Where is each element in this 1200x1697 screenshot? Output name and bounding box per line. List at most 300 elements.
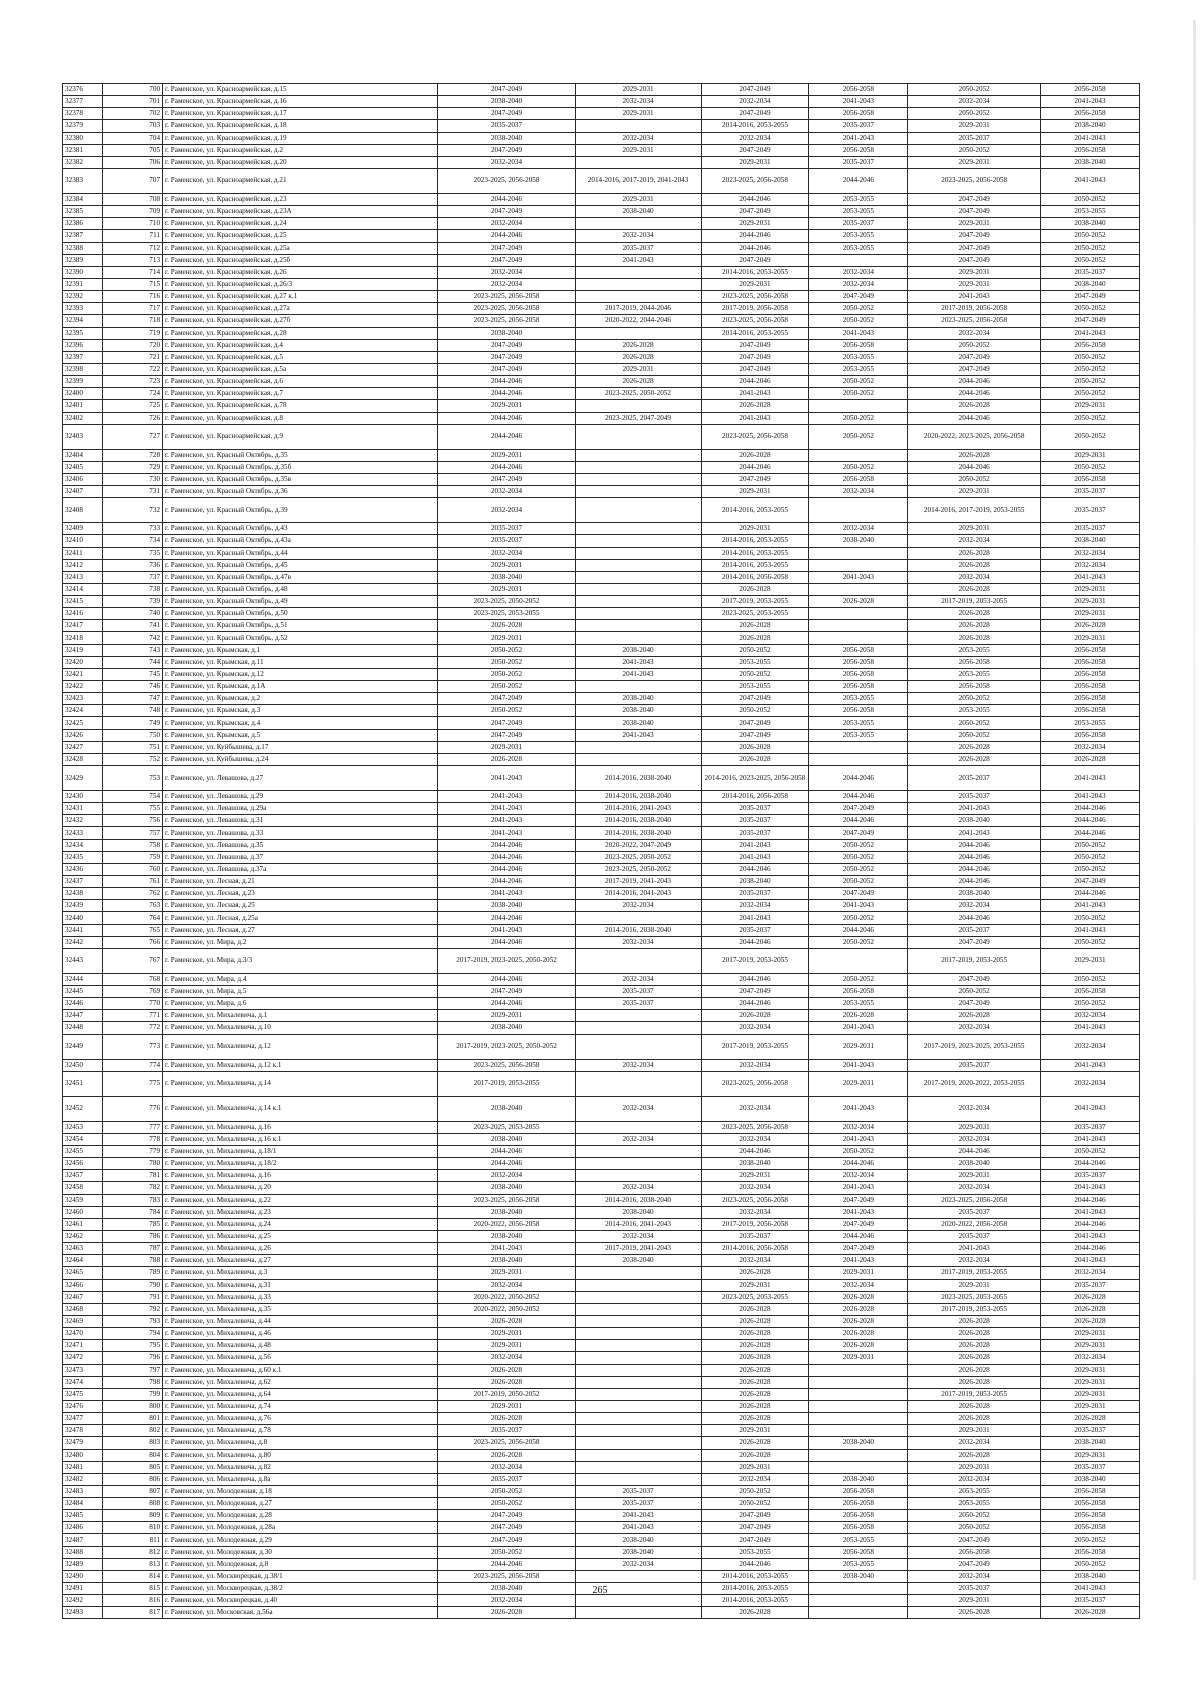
row-index-cell: 701 — [103, 96, 163, 108]
address-cell: г. Раменское, ул. Красноармейская, д.19 — [163, 132, 438, 144]
period-col-3-cell: 2026-2028 — [701, 1267, 809, 1279]
period-col-3-cell: 2014-2016, 2053-2055 — [701, 266, 809, 278]
period-col-3-cell: 2017-2019, 2056-2058 — [701, 303, 809, 315]
period-col-1-cell: 2026-2028 — [438, 1315, 575, 1327]
period-col-2-cell — [575, 1449, 701, 1461]
period-col-4-cell: 2053-2055 — [809, 729, 908, 741]
period-col-5-cell: 2026-2028 — [908, 1449, 1041, 1461]
period-col-5-cell: 2032-2034 — [908, 571, 1041, 583]
period-col-3-cell: 2032-2034 — [701, 96, 809, 108]
period-col-2-cell — [575, 1279, 701, 1291]
period-col-6-cell: 2050-2052 — [1041, 363, 1140, 375]
period-col-6-cell: 2035-2037 — [1041, 1170, 1140, 1182]
period-col-1-cell: 2047-2049 — [438, 473, 575, 485]
row-index-cell: 797 — [103, 1364, 163, 1376]
period-col-2-cell: 2029-2031 — [575, 84, 701, 96]
period-col-6-cell: 2050-2052 — [1041, 376, 1140, 388]
row-id-cell: 32378 — [63, 108, 103, 120]
table-row — [63, 327, 1140, 339]
period-col-4-cell: 2050-2052 — [809, 936, 908, 948]
period-col-6-cell: 2041-2043 — [1041, 1182, 1140, 1194]
table-row — [63, 144, 1140, 156]
period-col-1-cell: 2050-2052 — [438, 1498, 575, 1510]
period-col-6-cell: 2050-2052 — [1041, 254, 1140, 266]
period-col-2-cell: 2038-2040 — [575, 644, 701, 656]
address-cell: г. Раменское, ул. Михалевича, д.82 — [163, 1461, 438, 1473]
period-col-2-cell — [575, 559, 701, 571]
period-col-3-cell: 2029-2031 — [701, 1170, 809, 1182]
row-index-cell: 798 — [103, 1376, 163, 1388]
period-col-5-cell: 2044-2046 — [908, 1145, 1041, 1157]
row-id-cell: 32482 — [63, 1473, 103, 1485]
address-cell: г. Раменское, ул. Красноармейская, д.15 — [163, 84, 438, 96]
period-col-4-cell — [809, 741, 908, 753]
period-col-5-cell: 2035-2037 — [908, 791, 1041, 803]
period-col-2-cell: 2032-2034 — [575, 1096, 701, 1121]
table-row — [63, 851, 1140, 863]
table-row — [63, 668, 1140, 680]
row-index-cell: 728 — [103, 449, 163, 461]
row-index-cell: 807 — [103, 1485, 163, 1497]
period-col-1-cell: 2044-2046 — [438, 388, 575, 400]
period-col-4-cell: 2044-2046 — [809, 1230, 908, 1242]
period-col-5-cell: 2050-2052 — [908, 717, 1041, 729]
table-row — [63, 729, 1140, 741]
table-row — [63, 388, 1140, 400]
period-col-6-cell: 2041-2043 — [1041, 168, 1140, 193]
period-col-1-cell: 2044-2046 — [438, 193, 575, 205]
table-row — [63, 1485, 1140, 1497]
period-col-2-cell: 2038-2040 — [575, 1255, 701, 1267]
table-row — [63, 791, 1140, 803]
period-col-2-cell — [575, 1340, 701, 1352]
period-col-3-cell: 2047-2049 — [701, 986, 809, 998]
row-index-cell: 749 — [103, 717, 163, 729]
period-col-4-cell: 2032-2034 — [809, 1279, 908, 1291]
period-col-4-cell: 2038-2040 — [809, 1437, 908, 1449]
period-col-4-cell: 2053-2055 — [809, 998, 908, 1010]
period-col-2-cell — [575, 912, 701, 924]
period-col-1-cell: 2038-2040 — [438, 327, 575, 339]
row-id-cell: 32421 — [63, 668, 103, 680]
period-col-5-cell: 2047-2049 — [908, 1558, 1041, 1570]
period-col-1-cell: 2032-2034 — [438, 156, 575, 168]
period-col-3-cell: 2044-2046 — [701, 936, 809, 948]
period-col-2-cell — [575, 1352, 701, 1364]
period-col-6-cell: 2032-2034 — [1041, 1010, 1140, 1022]
row-id-cell: 32428 — [63, 753, 103, 765]
period-col-6-cell: 2035-2037 — [1041, 523, 1140, 535]
period-col-2-cell — [575, 218, 701, 230]
row-index-cell: 717 — [103, 303, 163, 315]
period-col-4-cell — [809, 1449, 908, 1461]
table-row — [63, 1071, 1140, 1096]
period-col-6-cell: 2041-2043 — [1041, 571, 1140, 583]
period-col-5-cell: 2029-2031 — [908, 1121, 1041, 1133]
period-col-3-cell: 2023-2025, 2053-2055 — [701, 1291, 809, 1303]
address-cell: г. Раменское, ул. Михалевича, д.20 — [163, 1182, 438, 1194]
row-id-cell: 32443 — [63, 948, 103, 973]
period-col-5-cell: 2026-2028 — [908, 1376, 1041, 1388]
row-id-cell: 32440 — [63, 912, 103, 924]
row-id-cell: 32434 — [63, 839, 103, 851]
period-col-4-cell — [809, 449, 908, 461]
period-col-4-cell: 2056-2058 — [809, 1546, 908, 1558]
period-col-6-cell: 2050-2052 — [1041, 461, 1140, 473]
table-row — [63, 132, 1140, 144]
period-col-1-cell: 2035-2037 — [438, 1473, 575, 1485]
period-col-3-cell: 2026-2028 — [701, 632, 809, 644]
period-col-2-cell — [575, 535, 701, 547]
period-col-4-cell: 2044-2046 — [809, 815, 908, 827]
period-col-5-cell: 2029-2031 — [908, 218, 1041, 230]
period-col-5-cell: 2026-2028 — [908, 547, 1041, 559]
table-row — [63, 986, 1140, 998]
period-col-6-cell: 2050-2052 — [1041, 851, 1140, 863]
row-index-cell: 715 — [103, 278, 163, 290]
period-col-4-cell: 2038-2040 — [809, 1570, 908, 1582]
period-col-6-cell: 2050-2052 — [1041, 1145, 1140, 1157]
period-col-2-cell — [575, 1328, 701, 1340]
table-row — [63, 291, 1140, 303]
row-index-cell: 723 — [103, 376, 163, 388]
row-index-cell: 739 — [103, 596, 163, 608]
period-col-2-cell: 2014-2016, 2038-2040 — [575, 791, 701, 803]
period-col-1-cell: 2032-2034 — [438, 1595, 575, 1607]
period-col-4-cell: 2047-2049 — [809, 1243, 908, 1255]
row-id-cell: 32490 — [63, 1570, 103, 1582]
period-col-3-cell: 2017-2019, 2053-2055 — [701, 948, 809, 973]
period-col-4-cell: 2047-2049 — [809, 1194, 908, 1206]
period-col-6-cell: 2029-2031 — [1041, 608, 1140, 620]
period-col-2-cell — [575, 1570, 701, 1582]
period-col-4-cell: 2050-2052 — [809, 973, 908, 985]
address-cell: г. Раменское, ул. Лесная, д.25а — [163, 912, 438, 924]
period-col-1-cell: 2029-2031 — [438, 1400, 575, 1412]
row-index-cell: 791 — [103, 1291, 163, 1303]
address-cell: г. Раменское, ул. Левашова, д.35 — [163, 839, 438, 851]
row-index-cell: 725 — [103, 400, 163, 412]
period-col-5-cell: 2038-2040 — [908, 888, 1041, 900]
period-col-6-cell: 2035-2037 — [1041, 1121, 1140, 1133]
period-col-4-cell — [809, 547, 908, 559]
table-row — [63, 351, 1140, 363]
table-row — [63, 412, 1140, 424]
address-cell: г. Раменское, ул. Красный Октябрь, д.47в — [163, 571, 438, 583]
table-row — [63, 339, 1140, 351]
period-col-2-cell — [575, 753, 701, 765]
period-col-4-cell — [809, 1425, 908, 1437]
row-index-cell: 733 — [103, 523, 163, 535]
table-row — [63, 803, 1140, 815]
period-col-4-cell: 2056-2058 — [809, 668, 908, 680]
row-id-cell: 32489 — [63, 1558, 103, 1570]
period-col-3-cell: 2032-2034 — [701, 1473, 809, 1485]
period-col-3-cell: 2053-2055 — [701, 681, 809, 693]
table-row — [63, 1534, 1140, 1546]
row-index-cell: 744 — [103, 656, 163, 668]
period-col-4-cell: 2056-2058 — [809, 1522, 908, 1534]
row-index-cell: 700 — [103, 84, 163, 96]
table-row — [63, 315, 1140, 327]
table-row — [63, 218, 1140, 230]
period-col-6-cell: 2056-2058 — [1041, 1522, 1140, 1534]
period-col-5-cell: 2023-2025, 2056-2058 — [908, 315, 1041, 327]
address-cell: г. Раменское, ул. Михалевича, д.10 — [163, 1022, 438, 1034]
table-row — [63, 108, 1140, 120]
row-id-cell: 32393 — [63, 303, 103, 315]
period-col-2-cell: 2017-2019, 2041-2043 — [575, 1243, 701, 1255]
period-col-3-cell: 2032-2034 — [701, 1255, 809, 1267]
period-col-5-cell: 2050-2052 — [908, 144, 1041, 156]
period-col-4-cell: 2029-2031 — [809, 1267, 908, 1279]
table-row — [63, 120, 1140, 132]
period-col-3-cell: 2050-2052 — [701, 1498, 809, 1510]
period-col-1-cell: 2029-2031 — [438, 559, 575, 571]
period-col-5-cell: 2026-2028 — [908, 400, 1041, 412]
table-row — [63, 1182, 1140, 1194]
row-index-cell: 753 — [103, 766, 163, 791]
period-col-5-cell: 2023-2025, 2056-2058 — [908, 168, 1041, 193]
period-col-2-cell — [575, 1291, 701, 1303]
row-id-cell: 32448 — [63, 1022, 103, 1034]
period-col-2-cell — [575, 1376, 701, 1388]
row-index-cell: 730 — [103, 473, 163, 485]
period-col-6-cell: 2038-2040 — [1041, 120, 1140, 132]
row-index-cell: 707 — [103, 168, 163, 193]
row-id-cell: 32424 — [63, 705, 103, 717]
period-col-3-cell: 2014-2016, 2023-2025, 2056-2058 — [701, 766, 809, 791]
period-col-4-cell: 2053-2055 — [809, 230, 908, 242]
row-index-cell: 757 — [103, 827, 163, 839]
address-cell: г. Раменское, ул. Левашова, д.31 — [163, 815, 438, 827]
period-col-6-cell: 2056-2058 — [1041, 1485, 1140, 1497]
period-col-2-cell: 2038-2040 — [575, 206, 701, 218]
row-id-cell: 32479 — [63, 1437, 103, 1449]
address-cell: г. Раменское, ул. Лесная, д.23 — [163, 888, 438, 900]
period-col-5-cell: 2056-2058 — [908, 1546, 1041, 1558]
table-row — [63, 461, 1140, 473]
table-row — [63, 303, 1140, 315]
period-col-4-cell: 2053-2055 — [809, 363, 908, 375]
period-col-2-cell: 2041-2043 — [575, 1510, 701, 1522]
period-col-1-cell: 2023-2025, 2056-2058 — [438, 1059, 575, 1071]
row-id-cell: 32476 — [63, 1400, 103, 1412]
period-col-5-cell: 2020-2022, 2056-2058 — [908, 1218, 1041, 1230]
table-row — [63, 1595, 1140, 1607]
period-col-1-cell: 2029-2031 — [438, 449, 575, 461]
period-col-5-cell: 2038-2040 — [908, 1158, 1041, 1170]
period-col-4-cell: 2050-2052 — [809, 863, 908, 875]
address-cell: г. Раменское, ул. Михалевича, д.76 — [163, 1413, 438, 1425]
row-index-cell: 746 — [103, 681, 163, 693]
period-col-2-cell — [575, 608, 701, 620]
period-col-1-cell: 2044-2046 — [438, 376, 575, 388]
period-col-3-cell: 2044-2046 — [701, 1558, 809, 1570]
row-id-cell: 32445 — [63, 986, 103, 998]
table-row — [63, 206, 1140, 218]
period-col-4-cell: 2032-2034 — [809, 1170, 908, 1182]
period-col-1-cell: 2047-2049 — [438, 108, 575, 120]
period-col-6-cell: 2050-2052 — [1041, 1534, 1140, 1546]
period-col-6-cell: 2044-2046 — [1041, 827, 1140, 839]
row-id-cell: 32457 — [63, 1170, 103, 1182]
period-col-1-cell: 2035-2037 — [438, 523, 575, 535]
period-col-6-cell: 2056-2058 — [1041, 1546, 1140, 1558]
period-col-5-cell: 2047-2049 — [908, 242, 1041, 254]
period-col-4-cell — [809, 1461, 908, 1473]
row-index-cell: 750 — [103, 729, 163, 741]
row-id-cell: 32386 — [63, 218, 103, 230]
period-col-1-cell: 2017-2019, 2023-2025, 2050-2052 — [438, 948, 575, 973]
period-col-2-cell — [575, 1473, 701, 1485]
period-col-2-cell: 2017-2019, 2041-2043 — [575, 876, 701, 888]
period-col-6-cell: 2056-2058 — [1041, 644, 1140, 656]
period-col-5-cell: 2026-2028 — [908, 583, 1041, 595]
address-cell: г. Раменское, ул. Московская, д.56а — [163, 1607, 438, 1619]
table-row — [63, 741, 1140, 753]
period-col-3-cell: 2044-2046 — [701, 973, 809, 985]
table-row — [63, 473, 1140, 485]
period-col-3-cell: 2032-2034 — [701, 1133, 809, 1145]
period-col-3-cell: 2014-2016, 2053-2055 — [701, 327, 809, 339]
period-col-1-cell: 2047-2049 — [438, 206, 575, 218]
period-col-3-cell: 2050-2052 — [701, 1485, 809, 1497]
row-index-cell: 782 — [103, 1182, 163, 1194]
period-col-5-cell: 2047-2049 — [908, 206, 1041, 218]
period-col-2-cell: 2035-2037 — [575, 242, 701, 254]
period-col-5-cell: 2050-2052 — [908, 1522, 1041, 1534]
period-col-1-cell: 2029-2031 — [438, 1328, 575, 1340]
period-col-1-cell: 2032-2034 — [438, 278, 575, 290]
period-col-5-cell: 2026-2028 — [908, 1315, 1041, 1327]
row-index-cell: 815 — [103, 1583, 163, 1595]
period-col-6-cell: 2056-2058 — [1041, 705, 1140, 717]
period-col-4-cell: 2029-2031 — [809, 1352, 908, 1364]
period-col-5-cell: 2050-2052 — [908, 729, 1041, 741]
table-row — [63, 1096, 1140, 1121]
period-col-1-cell: 2047-2049 — [438, 1534, 575, 1546]
period-col-3-cell: 2044-2046 — [701, 242, 809, 254]
period-col-4-cell: 2053-2055 — [809, 351, 908, 363]
period-col-4-cell: 2032-2034 — [809, 523, 908, 535]
period-col-2-cell: 2038-2040 — [575, 1206, 701, 1218]
period-col-1-cell: 2017-2019, 2053-2055 — [438, 1071, 575, 1096]
table-row — [63, 1425, 1140, 1437]
table-row — [63, 1437, 1140, 1449]
period-col-1-cell: 2041-2043 — [438, 827, 575, 839]
period-col-2-cell: 2032-2034 — [575, 936, 701, 948]
table-row — [63, 1255, 1140, 1267]
period-col-6-cell: 2029-2031 — [1041, 596, 1140, 608]
period-col-5-cell: 2032-2034 — [908, 1473, 1041, 1485]
period-col-2-cell: 2035-2037 — [575, 1498, 701, 1510]
period-col-2-cell — [575, 1437, 701, 1449]
period-col-5-cell: 2029-2031 — [908, 156, 1041, 168]
period-col-4-cell: 2032-2034 — [809, 486, 908, 498]
period-col-6-cell: 2041-2043 — [1041, 1583, 1140, 1595]
row-id-cell: 32488 — [63, 1546, 103, 1558]
period-col-1-cell: 2026-2028 — [438, 1364, 575, 1376]
period-col-2-cell — [575, 632, 701, 644]
row-index-cell: 760 — [103, 863, 163, 875]
period-col-5-cell: 2032-2034 — [908, 96, 1041, 108]
row-id-cell: 32474 — [63, 1376, 103, 1388]
address-cell: г. Раменское, ул. Михалевича, д.31 — [163, 1279, 438, 1291]
row-index-cell: 786 — [103, 1230, 163, 1242]
period-col-6-cell: 2029-2031 — [1041, 583, 1140, 595]
period-col-5-cell: 2020-2022, 2023-2025, 2056-2058 — [908, 424, 1041, 449]
period-col-1-cell: 2047-2049 — [438, 242, 575, 254]
period-col-6-cell: 2047-2049 — [1041, 876, 1140, 888]
address-cell: г. Раменское, ул. Мира, д.5 — [163, 986, 438, 998]
table-row — [63, 559, 1140, 571]
period-col-4-cell: 2053-2055 — [809, 206, 908, 218]
period-col-3-cell: 2026-2028 — [701, 741, 809, 753]
address-cell: г. Раменское, ул. Красноармейская, д.78 — [163, 400, 438, 412]
period-col-5-cell: 2017-2019, 2053-2055 — [908, 948, 1041, 973]
period-col-1-cell: 2038-2040 — [438, 1255, 575, 1267]
period-col-2-cell: 2023-2025, 2050-2052 — [575, 388, 701, 400]
row-id-cell: 32456 — [63, 1158, 103, 1170]
period-col-2-cell: 2014-2016, 2017-2019, 2041-2043 — [575, 168, 701, 193]
row-id-cell: 32455 — [63, 1145, 103, 1157]
address-cell: г. Раменское, ул. Молодежная, д.28а — [163, 1522, 438, 1534]
row-index-cell: 737 — [103, 571, 163, 583]
table-row — [63, 571, 1140, 583]
period-col-6-cell: 2056-2058 — [1041, 1498, 1140, 1510]
period-col-2-cell: 2014-2016, 2038-2040 — [575, 766, 701, 791]
period-col-1-cell: 2041-2043 — [438, 1243, 575, 1255]
period-col-2-cell — [575, 523, 701, 535]
period-col-6-cell: 2056-2058 — [1041, 108, 1140, 120]
period-col-5-cell: 2035-2037 — [908, 132, 1041, 144]
row-id-cell: 32470 — [63, 1328, 103, 1340]
address-cell: г. Раменское, ул. Красноармейская, д.24 — [163, 218, 438, 230]
period-col-5-cell: 2056-2058 — [908, 681, 1041, 693]
row-id-cell: 32465 — [63, 1267, 103, 1279]
table-row — [63, 1376, 1140, 1388]
row-index-cell: 735 — [103, 547, 163, 559]
row-id-cell: 32447 — [63, 1010, 103, 1022]
table-row — [63, 608, 1140, 620]
row-index-cell: 745 — [103, 668, 163, 680]
address-cell: г. Раменское, ул. Михалевича, д.23 — [163, 1206, 438, 1218]
row-index-cell: 709 — [103, 206, 163, 218]
period-col-1-cell: 2047-2049 — [438, 363, 575, 375]
period-col-4-cell: 2035-2037 — [809, 218, 908, 230]
row-index-cell: 775 — [103, 1071, 163, 1096]
address-cell: г. Раменское, ул. Лесная, д.27 — [163, 924, 438, 936]
period-col-1-cell: 2041-2043 — [438, 803, 575, 815]
address-cell: г. Раменское, ул. Красный Октябрь, д.52 — [163, 632, 438, 644]
row-id-cell: 32436 — [63, 863, 103, 875]
address-cell: г. Раменское, ул. Михалевича, д.14 к.1 — [163, 1096, 438, 1121]
period-col-6-cell: 2056-2058 — [1041, 681, 1140, 693]
period-col-2-cell — [575, 1121, 701, 1133]
period-col-3-cell: 2029-2031 — [701, 156, 809, 168]
row-index-cell: 758 — [103, 839, 163, 851]
address-cell: г. Раменское, ул. Красный Октябрь, д.50 — [163, 608, 438, 620]
row-id-cell: 32382 — [63, 156, 103, 168]
period-col-5-cell: 2032-2034 — [908, 1182, 1041, 1194]
period-col-4-cell: 2041-2043 — [809, 1096, 908, 1121]
table-row — [63, 912, 1140, 924]
row-index-cell: 727 — [103, 424, 163, 449]
period-col-3-cell: 2026-2028 — [701, 1400, 809, 1412]
period-col-2-cell — [575, 1388, 701, 1400]
period-col-3-cell: 2035-2037 — [701, 924, 809, 936]
